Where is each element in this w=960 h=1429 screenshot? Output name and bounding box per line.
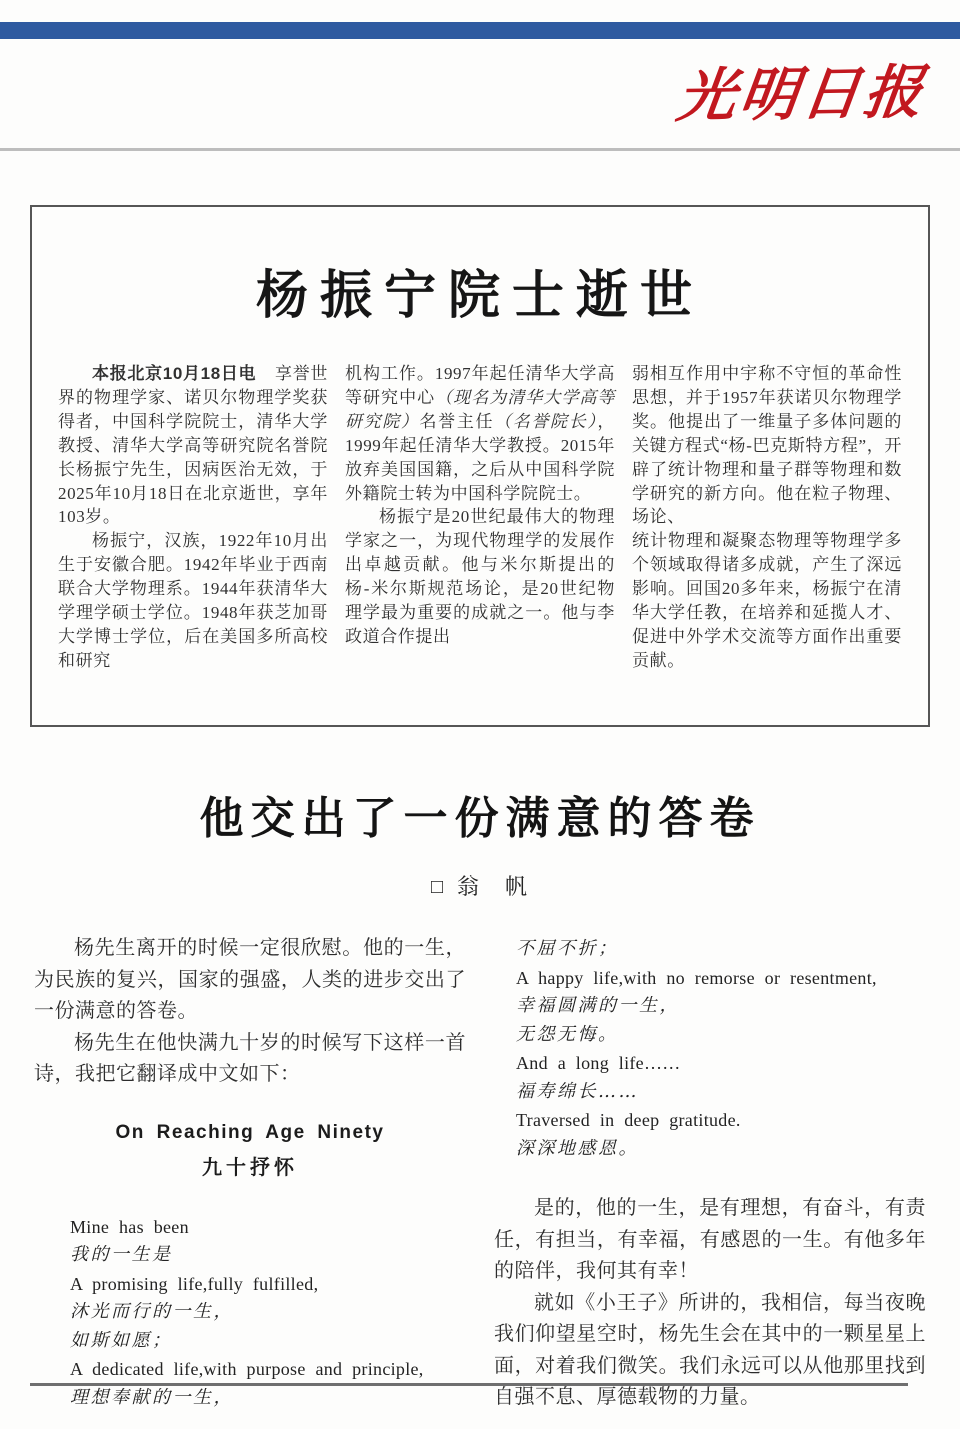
author-name: 翁 帆 (457, 874, 530, 899)
tribute-paragraph: 是的，他的一生，是有理想，有奋斗，有责任，有担当，有幸福，有感恩的一生。有他多年的陪伴，我何其有幸！ (494, 1197, 926, 1282)
poem-line: And a long life…… (516, 1053, 681, 1073)
tribute-closing-paragraphs (494, 1193, 926, 1414)
tribute-headline: 他交出了一份满意的答卷 (199, 794, 761, 843)
tribute-column-right (494, 933, 926, 1414)
obituary-text: 机构工作。1997年起任清华大学高等研究中心 (345, 364, 615, 407)
obituary-column-1 (58, 362, 328, 673)
obituary-headline: 杨振宁院士逝世 (255, 267, 704, 325)
parenthetical-note: （现名为清华大学高等研究院） (345, 387, 616, 431)
guangming-daily-logo: 光明日报 (673, 57, 931, 131)
obituary-paragraph: 统计物理和凝聚态物理等物理学多个领域取得诸多成就，产生了深远影响。回国20多年来，杨振宁在清华大学任教，在培养和延揽人才、促进中外学术交流等方面作出重要贡献。 (632, 531, 902, 670)
masthead (673, 48, 931, 140)
header-divider (0, 148, 960, 151)
poem-line: 幸福圆满的一生， (516, 995, 680, 1016)
author-marker-icon: □ (430, 876, 446, 898)
obituary-text: 名誉主任 (419, 411, 495, 431)
parenthetical-note: （名誉院长） (494, 411, 598, 431)
obituary-paragraph: 弱相互作用中宇称不守恒的革命性思想，并于1957年获诺贝尔物理学奖。他提出了一维量子多体问题的关键方程式“杨-巴克斯特方程”，开辟了统计物理和量子群等物理和数学研究的新方向。他在粒子物理、场论、 (632, 364, 902, 527)
poem-line: Mine has been (70, 1216, 189, 1237)
obituary-columns (32, 328, 928, 673)
poem-line: 沐光而行的一生， (70, 1301, 234, 1322)
obituary-column-3 (632, 362, 902, 673)
obituary-text: ，1999年起任清华大学教授。2015年放弃美国国籍，之后从中国科学院外籍院士转为中国科学院院士。 (345, 411, 616, 503)
obituary-paragraph: 杨振宁，汉族，1922年10月出生于安徽合肥。1942年毕业于西南联合大学物理系。1944年获清华大学理学硕士学位。1948年获芝加哥大学博士学位，后在美国多所高校和研究 (58, 531, 328, 670)
poem-line: 我的一生是 (70, 1244, 173, 1265)
tribute-paragraph: 就如《小王子》所讲的，我相信，每当夜晚我们仰望星空时，杨先生会在其中的一颗星星上面，对着我们微笑。我们永远可以从他那里找到自强不息、厚德载物的力量。 (494, 1291, 926, 1408)
poem-line: A dedicated life,with purpose and principle, (70, 1359, 424, 1379)
poem-line: 理想奉献的一生， (70, 1386, 234, 1408)
poem-line: Traversed in deep gratitude. (516, 1110, 741, 1130)
obituary-text: 享誉世界的物理学家、诺贝尔物理学奖获得者，中国科学院院士，清华大学教授、清华大学高等研究院名誉院长杨振宁先生，因病医治无效，于2025年10月18日在北京逝世，享年103岁。 (58, 364, 328, 527)
poem-line: 无怨无悔。 (516, 1023, 619, 1045)
poem-title-chinese: 九十抒怀 (202, 1157, 298, 1179)
poem-line: 深深地感恩。 (516, 1137, 639, 1159)
tribute-columns (0, 901, 960, 1414)
poem-title (34, 1117, 466, 1185)
poem-line: A promising life,fully fulfilled, (70, 1273, 319, 1294)
dateline: 本报北京10月18日电 (92, 364, 257, 383)
obituary-paragraph (345, 362, 615, 505)
tribute-paragraph: 杨先生离开的时候一定很欣慰。他的一生，为民族的复兴，国家的强盛，人类的进步交出了一份满意的答卷。 (34, 937, 466, 1022)
tribute-paragraph: 杨先生在他快满九十岁的时候写下这样一首诗，我把它翻译成中文如下： (34, 1031, 466, 1085)
obituary-column-2 (345, 362, 615, 673)
top-accent-bar (0, 22, 960, 39)
obituary-article-box (30, 205, 930, 727)
tribute-column-left (34, 933, 466, 1414)
obituary-paragraph: 杨振宁是20世纪最伟大的物理学家之一，为现代物理学的发展作出卓越贡献。他与米尔斯提出的杨-米尔斯规范场论，是20世纪物理学最为重要的成就之一。他与李政道合作提出 (345, 507, 615, 646)
byline (0, 870, 960, 901)
obituary-paragraph (58, 362, 328, 529)
poem-line: A happy life,with no remorse or resentment, (516, 967, 877, 988)
footer-divider (30, 1383, 908, 1386)
poem-right-block (494, 935, 926, 1163)
poem-line: 福寿绵长…… (516, 1080, 639, 1102)
poem-line: 如斯如愿； (70, 1329, 173, 1351)
poem-title-english: On Reaching Age Ninety (115, 1121, 385, 1143)
poem-line: 不屈不折； (516, 938, 619, 959)
tribute-article (0, 782, 960, 1414)
